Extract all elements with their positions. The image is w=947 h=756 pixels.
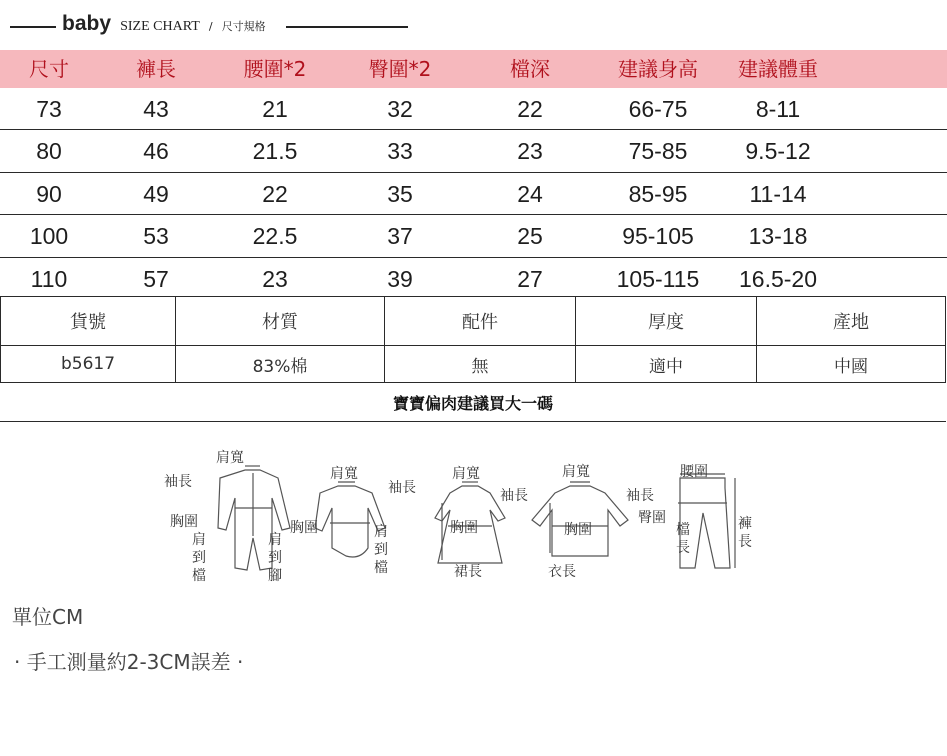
size-table-header <box>0 50 947 88</box>
cell-hip: 35 <box>387 180 413 207</box>
cell-crotch-depth: 25 <box>517 223 543 250</box>
cell-crotch-depth: 24 <box>517 180 543 207</box>
chart-title <box>10 12 410 40</box>
cell-hip: 39 <box>387 265 413 292</box>
header-hip: 臀圍*2 <box>368 57 432 81</box>
cell-height: 105-115 <box>616 265 700 292</box>
cell-waist: 23 <box>262 265 288 292</box>
cell-weight: 13-18 <box>748 223 808 250</box>
cell-waist: 22.5 <box>252 223 298 250</box>
cell-crotch-depth: 27 <box>517 265 543 292</box>
table-row <box>0 215 947 257</box>
unit-label: 單位CM <box>12 605 84 629</box>
label-romper-chest: 胸圍 <box>170 514 198 530</box>
label-pants-crotch-2: 長 <box>676 540 690 556</box>
cell-hip: 33 <box>387 138 413 165</box>
cell-pants-length: 53 <box>143 223 169 250</box>
cell-size: 80 <box>36 138 62 165</box>
label-romper-crotch-1: 肩 <box>192 532 206 548</box>
info-value-row <box>1 346 946 383</box>
label-dress-length: 裙長 <box>454 564 482 580</box>
title-rule-right <box>286 26 408 28</box>
label-bodysuit-crotch-1: 肩 <box>374 524 388 540</box>
cell-height: 95-105 <box>622 223 694 250</box>
label-romper-foot-1: 肩 <box>268 532 282 548</box>
cell-waist: 21.5 <box>252 138 298 165</box>
table-row <box>0 258 947 299</box>
size-advice-note: 寶寶偏肉建議買大一碼 <box>392 394 553 413</box>
label-romper-crotch-2: 到 <box>192 550 206 566</box>
info-origin: 中國 <box>757 346 946 383</box>
cell-weight: 9.5-12 <box>745 138 811 165</box>
cell-waist: 22 <box>262 180 288 207</box>
label-pants-length-2: 長 <box>738 534 752 550</box>
cell-pants-length: 46 <box>143 138 169 165</box>
label-pants-hip: 臀圍 <box>638 510 666 526</box>
label-pants-crotch-1: 檔 <box>676 522 690 538</box>
cell-pants-length: 43 <box>143 96 169 122</box>
info-header-thickness: 厚度 <box>576 297 757 346</box>
cell-pants-length: 57 <box>143 265 169 292</box>
product-info-table <box>0 296 946 383</box>
cell-size: 100 <box>29 223 69 250</box>
size-table <box>0 50 947 299</box>
label-bodysuit-chest: 胸圍 <box>290 520 318 536</box>
title-separator: / <box>208 20 213 33</box>
label-bodysuit-crotch-3: 檔 <box>374 560 388 576</box>
label-romper-shoulder: 肩寬 <box>216 450 244 466</box>
label-dress-shoulder: 肩寬 <box>452 466 480 482</box>
title-baby: baby <box>62 12 112 35</box>
label-pants-length-1: 褲 <box>738 516 752 532</box>
label-romper-sleeve: 袖長 <box>164 474 192 490</box>
label-pants-waist: 腰圍 <box>680 464 708 480</box>
header-height: 建議身高 <box>618 57 698 81</box>
title-text <box>62 12 266 36</box>
title-subtitle: 尺寸規格 <box>221 20 266 33</box>
label-romper-foot-2: 到 <box>268 550 282 566</box>
cell-size: 90 <box>36 180 62 207</box>
label-romper-crotch-3: 檔 <box>192 568 206 584</box>
info-item-no: b5617 <box>1 346 176 383</box>
cell-size: 110 <box>30 265 68 292</box>
header-size: 尺寸 <box>29 57 69 81</box>
label-romper-foot-3: 腳 <box>268 568 282 584</box>
header-pants-length: 褲長 <box>136 57 176 81</box>
info-header-material: 材質 <box>176 297 385 346</box>
label-dress-sleeve: 袖長 <box>500 488 528 504</box>
measurement-diagrams <box>150 448 770 598</box>
label-bodysuit-sleeve: 袖長 <box>388 480 416 496</box>
cell-hip: 32 <box>387 96 413 122</box>
header-crotch-depth: 檔深 <box>510 57 550 81</box>
label-bodysuit-shoulder: 肩寬 <box>330 466 358 482</box>
info-material: 83%棉 <box>176 346 385 383</box>
label-top-length: 衣長 <box>548 564 576 580</box>
header-weight: 建議體重 <box>738 57 818 81</box>
title-size-chart: SIZE CHART <box>120 19 200 34</box>
info-header-item-no: 貨號 <box>1 297 176 346</box>
cell-crotch-depth: 22 <box>517 96 543 122</box>
cell-height: 66-75 <box>628 96 688 122</box>
label-bodysuit-crotch-2: 到 <box>374 542 388 558</box>
cell-height: 75-85 <box>628 138 688 165</box>
info-thickness: 適中 <box>576 346 757 383</box>
label-dress-chest: 胸圍 <box>450 520 478 536</box>
info-accessories: 無 <box>385 346 576 383</box>
cell-pants-length: 49 <box>143 180 169 207</box>
label-top-shoulder: 肩寬 <box>562 464 590 480</box>
header-waist: 腰圍*2 <box>243 57 307 81</box>
cell-hip: 37 <box>387 223 413 250</box>
measurement-error-note: · 手工測量約2-3CM誤差 · <box>14 650 244 674</box>
info-header-origin: 產地 <box>757 297 946 346</box>
title-rule-left <box>10 26 56 28</box>
table-row <box>0 88 947 130</box>
table-row <box>0 173 947 215</box>
cell-size: 73 <box>36 96 62 122</box>
label-top-chest: 胸圍 <box>564 522 592 538</box>
cell-weight: 11-14 <box>749 180 807 207</box>
cell-weight: 16.5-20 <box>738 265 817 292</box>
table-row <box>0 130 947 172</box>
info-header-accessories: 配件 <box>385 297 576 346</box>
cell-weight: 8-11 <box>755 96 801 122</box>
cell-crotch-depth: 23 <box>517 138 543 165</box>
label-top-sleeve: 袖長 <box>626 488 654 504</box>
cell-waist: 21 <box>262 96 288 122</box>
top-diagram <box>532 482 628 556</box>
info-header-row <box>1 297 946 346</box>
cell-height: 85-95 <box>628 180 688 207</box>
